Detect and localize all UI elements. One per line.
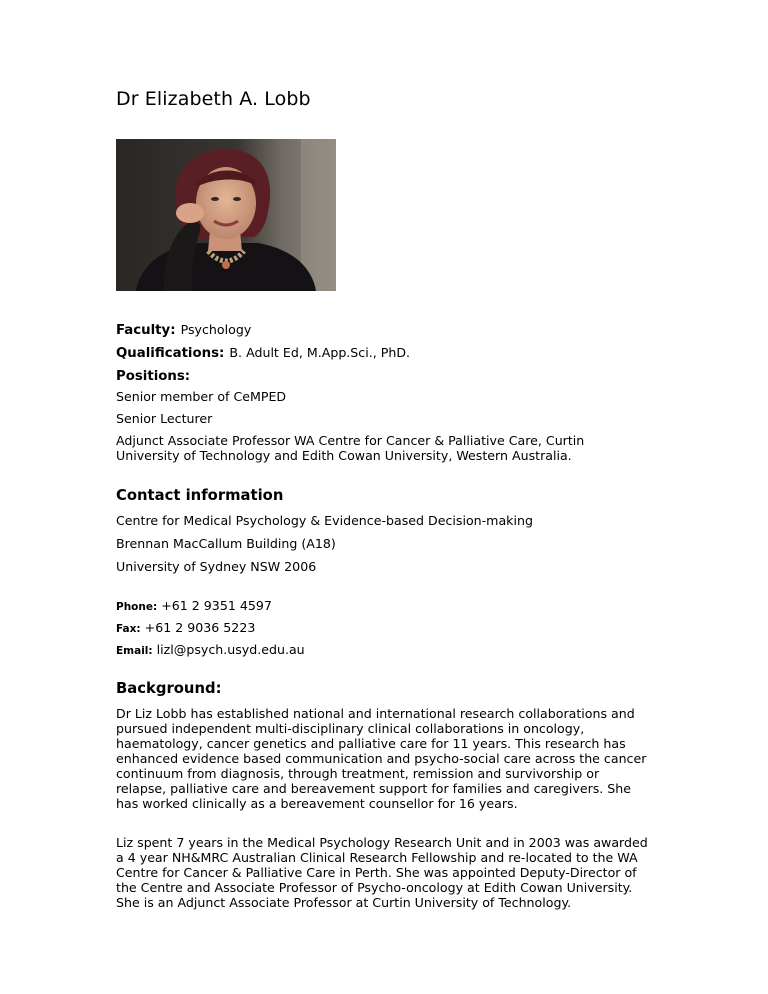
qualifications-label: Qualifications: [116,346,225,361]
fax-row [116,620,255,637]
page-title: Dr Elizabeth A. Lobb [116,88,311,110]
background-paragraph: Dr Liz Lobb has established national and international research collaborations and pursued independent multi-disciplinary clinical collaborations in oncology, haematology, cancer genetics and palliative care for 11 years. This research has enhanced evidence based communication and psycho-social care across the cancer continuum from diagnosis, through treatment, remission and survivorship or relapse, palliative care and bereavement support for families and caregivers. She has worked clinically as a bereavement counsellor for 16 years. [116,706,647,811]
faculty-value: Psychology [180,322,252,337]
email-link[interactable]: lizl@psych.usyd.edu.au [156,642,305,657]
qualifications-value: B. Adult Ed, M.App.Sci., PhD. [229,345,411,360]
profile-photo [116,139,336,291]
contact-heading: Contact information [116,487,284,504]
email-label: Email: [116,645,153,657]
phone-row [116,598,272,615]
fax-value: +61 2 9036 5223 [144,620,256,635]
faculty-row [116,320,251,340]
positions-label: Positions: [116,369,191,384]
email-row [116,642,305,659]
address-line: University of Sydney NSW 2006 [116,559,317,574]
position-item: Adjunct Associate Professor WA Centre for Cancer & Palliative Care, Curtin University of Technology and Edith Cowan University, Western Australia. [116,433,585,463]
fax-label: Fax: [116,623,141,635]
background-heading: Background: [116,680,222,697]
address-line: Centre for Medical Psychology & Evidence-based Decision-making [116,513,533,528]
address-line: Brennan MacCallum Building (A18) [116,536,336,551]
phone-label: Phone: [116,601,158,613]
position-item: Senior Lecturer [116,411,213,426]
faculty-label: Faculty: [116,323,176,338]
position-item: Senior member of CeMPED [116,389,287,404]
background-paragraph: Liz spent 7 years in the Medical Psychology Research Unit and in 2003 was awarded a 4 year NH&MRC Australian Clinical Research Fellowship and re-located to the WA Centre for Cancer & Palliative Care in Perth. She was appointed Deputy-Director of the Centre and Associate Professor of Psycho-oncology at Edith Cowan University. She is an Adjunct Associate Professor at Curtin University of Technology. [116,835,648,910]
qualifications-row [116,343,410,363]
phone-value: +61 2 9351 4597 [161,598,272,613]
